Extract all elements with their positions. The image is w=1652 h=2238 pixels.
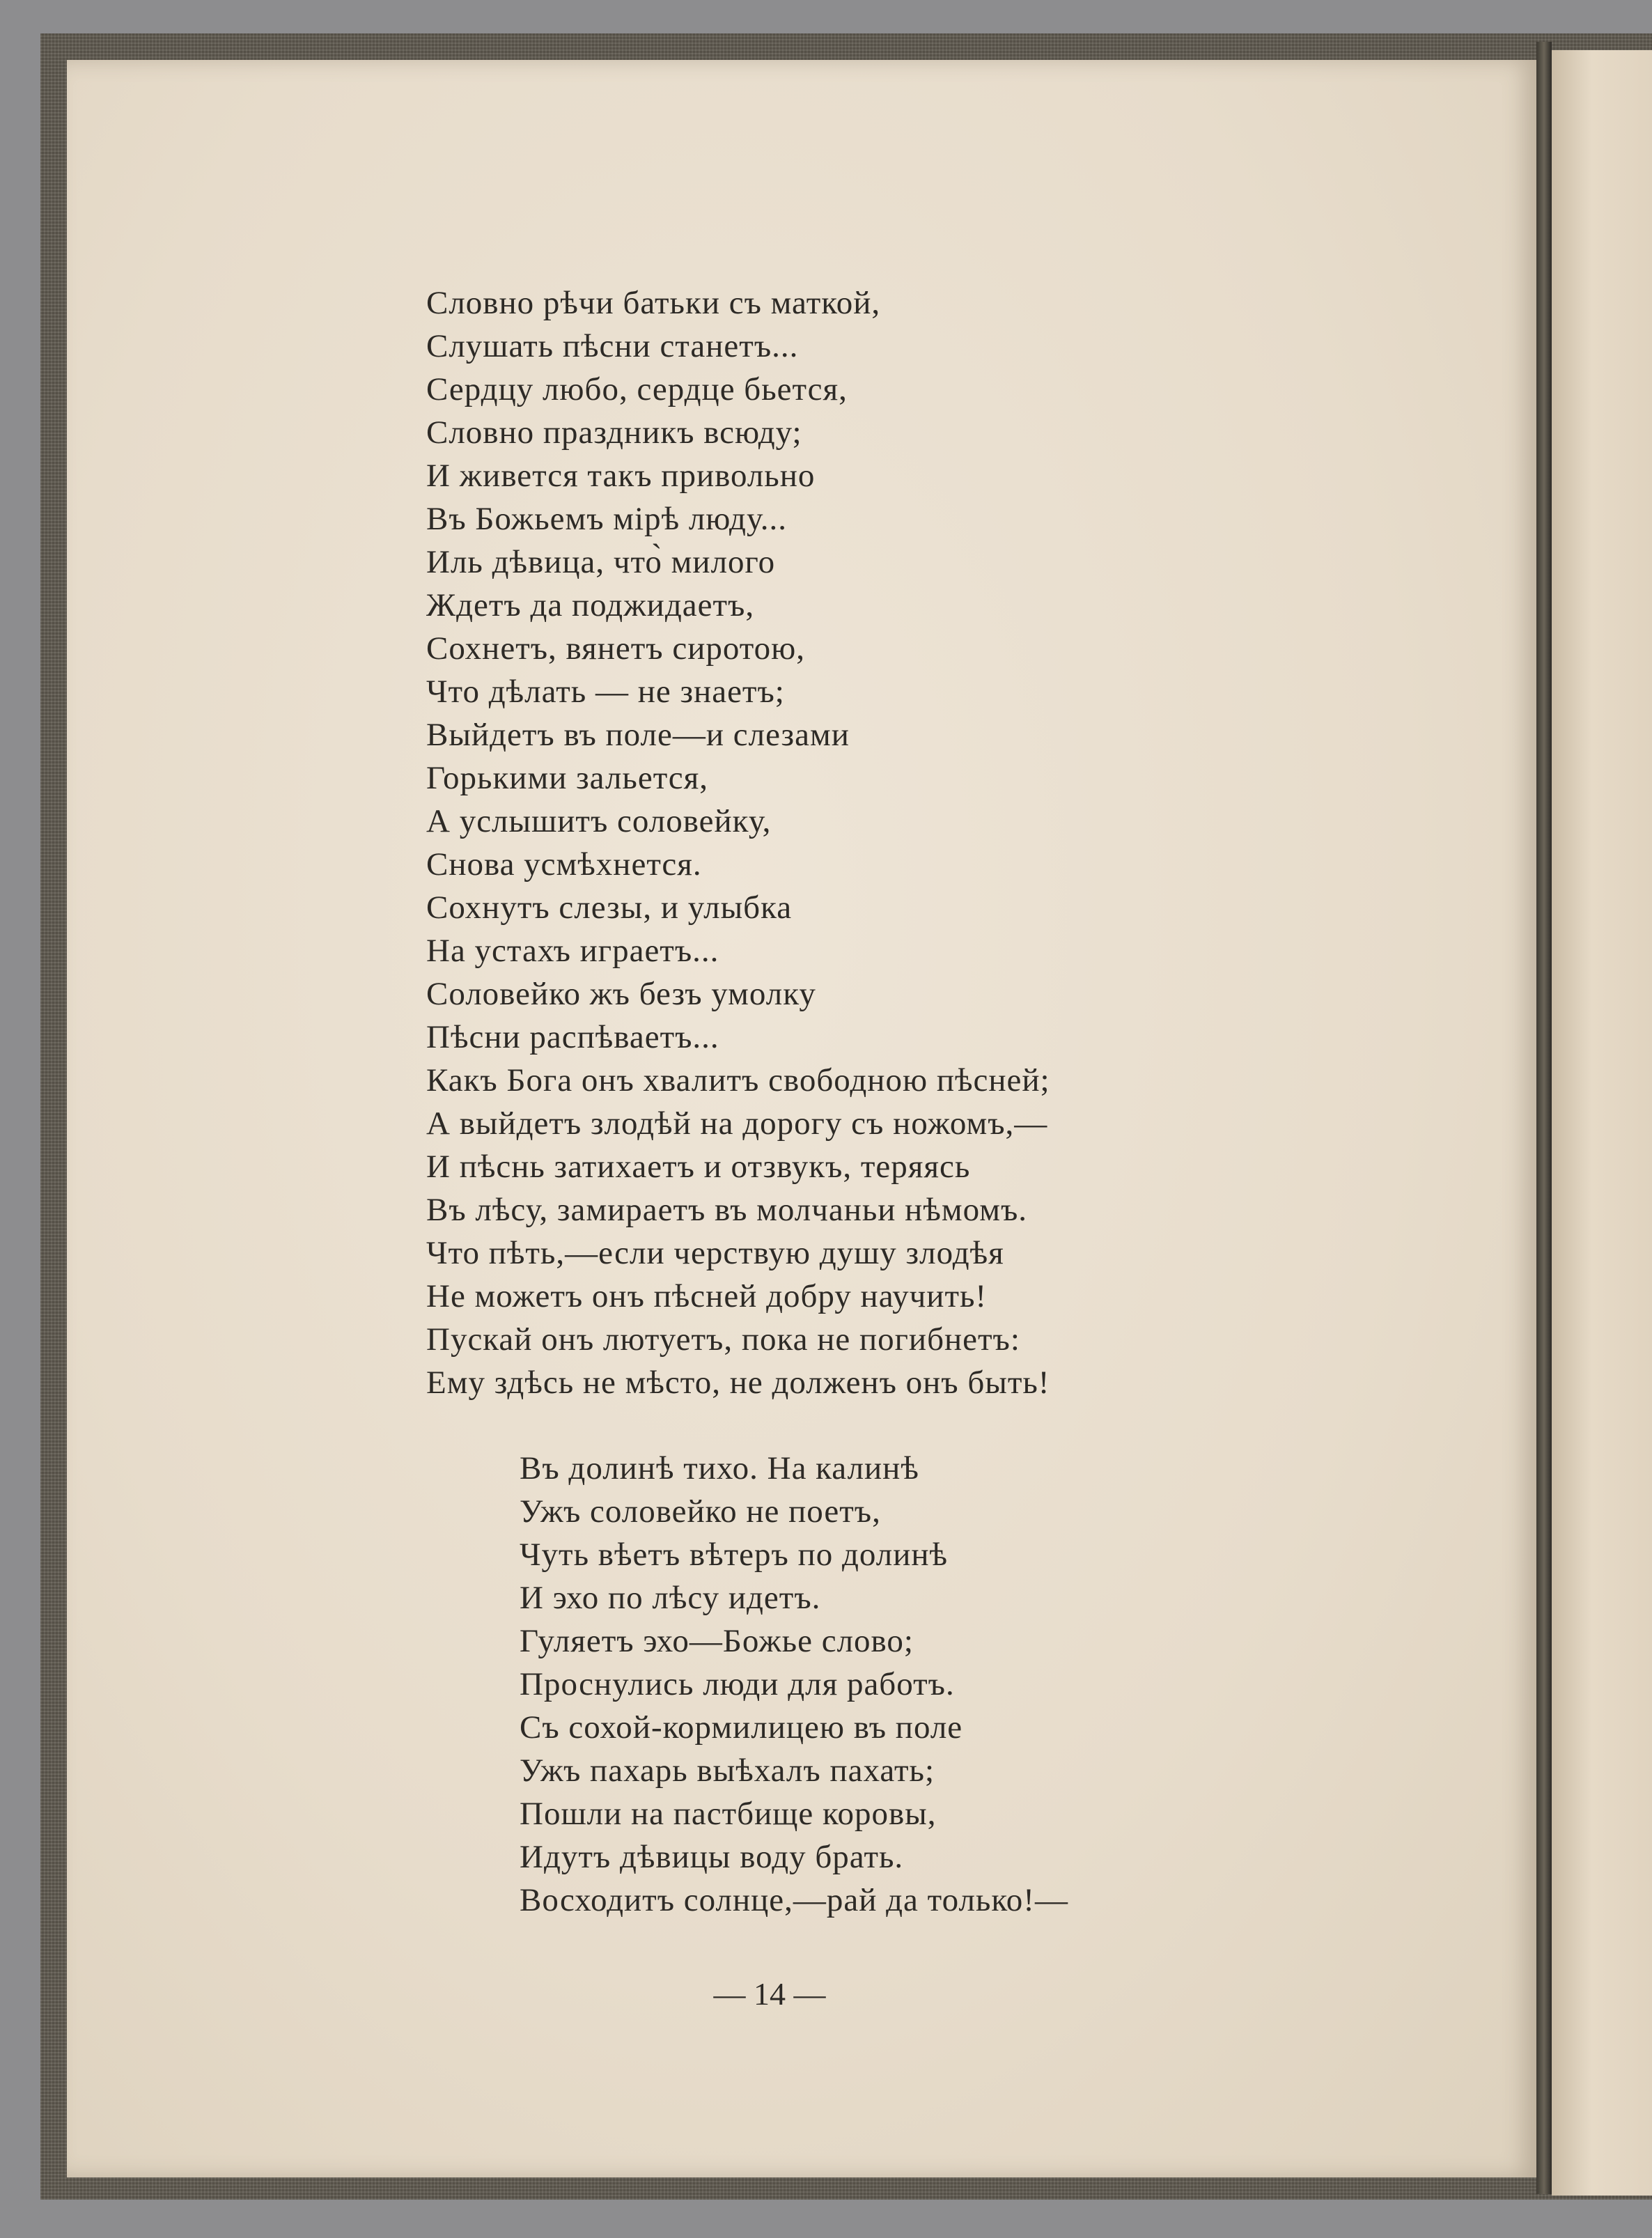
poem-line: Горькими зальется, <box>426 760 709 796</box>
poem-line: Ждетъ да поджидаетъ, <box>426 587 755 623</box>
poem-line: Какъ Бога онъ хвалитъ свободною пѣсней; <box>426 1062 1050 1098</box>
poem-line: Снова усмѣхнется. <box>426 846 702 883</box>
poem-line: И пѣснь затихаетъ и отзвукъ, теряясь <box>426 1149 971 1185</box>
poem-line: Иль дѣвица, что̀ милого <box>426 544 776 580</box>
poem-line: Сохнутъ слезы, и улыбка <box>426 889 793 926</box>
poem-line: Ужъ соловейко не поетъ, <box>520 1493 881 1530</box>
poem-line: Что пѣть,—если черствую душу злодѣя <box>426 1235 1004 1271</box>
poem-line: Чуть вѣетъ вѣтеръ по долинѣ <box>520 1537 949 1573</box>
poem-line: Въ Божьемъ мірѣ люду... <box>426 501 787 537</box>
poem-line: Словно рѣчи батьки съ маткой, <box>426 285 881 321</box>
poem-line: Проснулись люди для работъ. <box>520 1666 955 1702</box>
poem-line: Ему здѣсь не мѣсто, не долженъ онъ быть! <box>426 1365 1050 1401</box>
page-number: — 14 — <box>713 1976 826 2012</box>
poem-line: Восходитъ солнце,—рай да только!— <box>520 1882 1068 1918</box>
poem-line: Словно праздникъ всюду; <box>426 414 802 451</box>
facing-page-edge <box>1552 50 1652 2196</box>
poem-line: Выйдетъ въ поле—и слезами <box>426 717 850 753</box>
poem-line: Въ лѣсу, замираетъ въ молчаньи нѣмомъ. <box>426 1192 1028 1228</box>
poem-line: Соловейко жъ безъ умолку <box>426 976 816 1012</box>
poem-stanza-2 <box>520 1447 1068 1922</box>
poem-line: А услышитъ соловейку, <box>426 803 772 839</box>
poem-line: И эхо по лѣсу идетъ. <box>520 1580 821 1616</box>
poem-line: Гуляетъ эхо—Божье слово; <box>520 1623 914 1659</box>
poem-stanza-1 <box>426 281 1050 1404</box>
poem-line: Идутъ дѣвицы воду брать. <box>520 1839 904 1875</box>
poem-line: На устахъ играетъ... <box>426 933 719 969</box>
poem-line: И живется такъ привольно <box>426 458 816 494</box>
poem-line: Съ сохой-кормилицею въ поле <box>520 1709 963 1746</box>
book-spine-gutter <box>1536 42 1552 2194</box>
poem-line: Въ долинѣ тихо. На калинѣ <box>520 1450 919 1486</box>
poem-line: Сохнетъ, вянетъ сиротою, <box>426 630 806 667</box>
poem-line: Пошли на пастбище коровы, <box>520 1796 937 1832</box>
poem-line: Слушать пѣсни станетъ... <box>426 328 799 364</box>
poem-line: А выйдетъ злодѣй на дорогу съ ножомъ,— <box>426 1105 1048 1142</box>
poem-line: Пускай онъ лютуетъ, пока не погибнетъ: <box>426 1321 1020 1358</box>
poem-line: Не можетъ онъ пѣсней добру научить! <box>426 1278 988 1314</box>
poem-line: Пѣсни распѣваетъ... <box>426 1019 719 1055</box>
poem-line: Что дѣлать — не знаетъ; <box>426 674 785 710</box>
poem-line: Ужъ пахарь выѣхалъ пахать; <box>520 1753 935 1789</box>
poem-line: Сердцу любо, сердце бьется, <box>426 371 848 407</box>
